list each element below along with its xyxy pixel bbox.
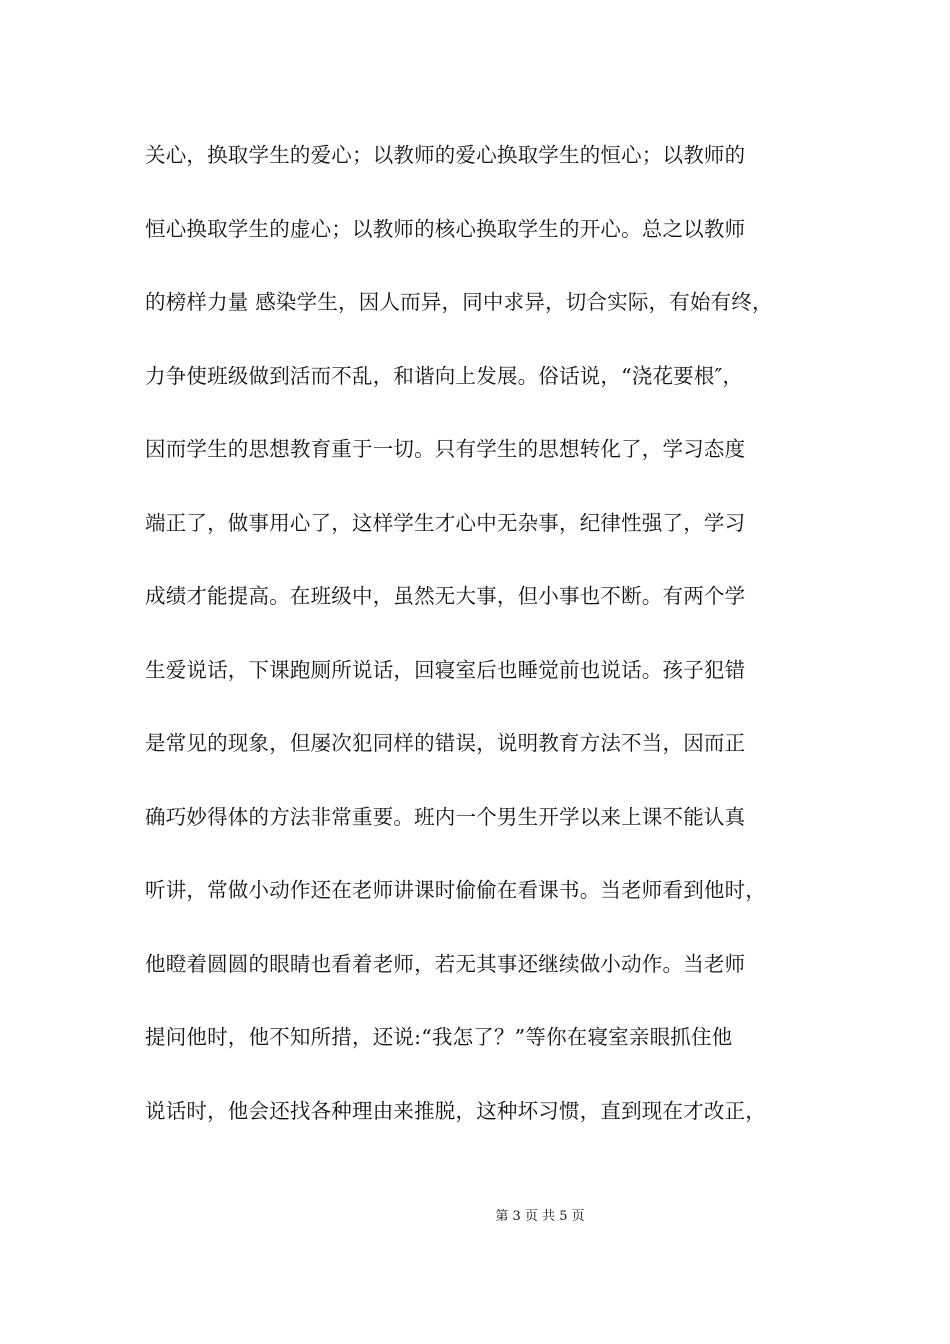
text-line: 确巧妙得体的方法非常重要。班内一个男生开学以来上课不能认真 <box>145 804 746 829</box>
page-number-footer: 第 3 页 共 5 页 <box>495 1209 585 1224</box>
text-line: 恒心换取学生的虚心；以教师的核心换取学生的开心。总之以教师 <box>145 216 746 241</box>
text-line: 生爱说话，下课跑厕所说话，回寝室后也睡觉前也说话。孩子犯错 <box>145 657 746 682</box>
text-line: 因而学生的思想教育重于一切。只有学生的思想转化了，学习态度 <box>145 437 746 461</box>
text-line: 是常见的现象，但屡次犯同样的错误，说明教育方法不当，因而正 <box>145 731 746 755</box>
text-line: 听讲，常做小动作还在老师讲课时偷偷在看课书。当老师看到他时， <box>145 878 766 902</box>
body-text <box>145 136 825 1165</box>
text-line: 的榜样力量 感染学生，因人而异，同中求异，切合实际，有始有终， <box>145 290 773 314</box>
text-line: 端正了，做事用心了，这样学生才心中无杂事，纪律性强了，学习 <box>145 510 746 535</box>
text-line: 关心，换取学生的爱心；以教师的爱心换取学生的恒心；以教师的 <box>145 143 746 167</box>
text-line: 说话时，他会还找各种理由来推脱，这种坏习惯，直到现在才改正， <box>145 1098 766 1123</box>
text-line: 他瞪着圆圆的眼睛也看着老师，若无其事还继续做小动作。当老师 <box>145 951 746 976</box>
text-line: 提问他时，他不知所措，还说:“我怎了？”等你在寝室亲眼抓住他 <box>145 1025 733 1049</box>
text-line: 成绩才能提高。在班级中，虽然无大事，但小事也不断。有两个学 <box>145 584 746 608</box>
text-line: 力争使班级做到活而不乱，和谐向上发展。俗话说，“浇花要根″， <box>145 363 744 388</box>
